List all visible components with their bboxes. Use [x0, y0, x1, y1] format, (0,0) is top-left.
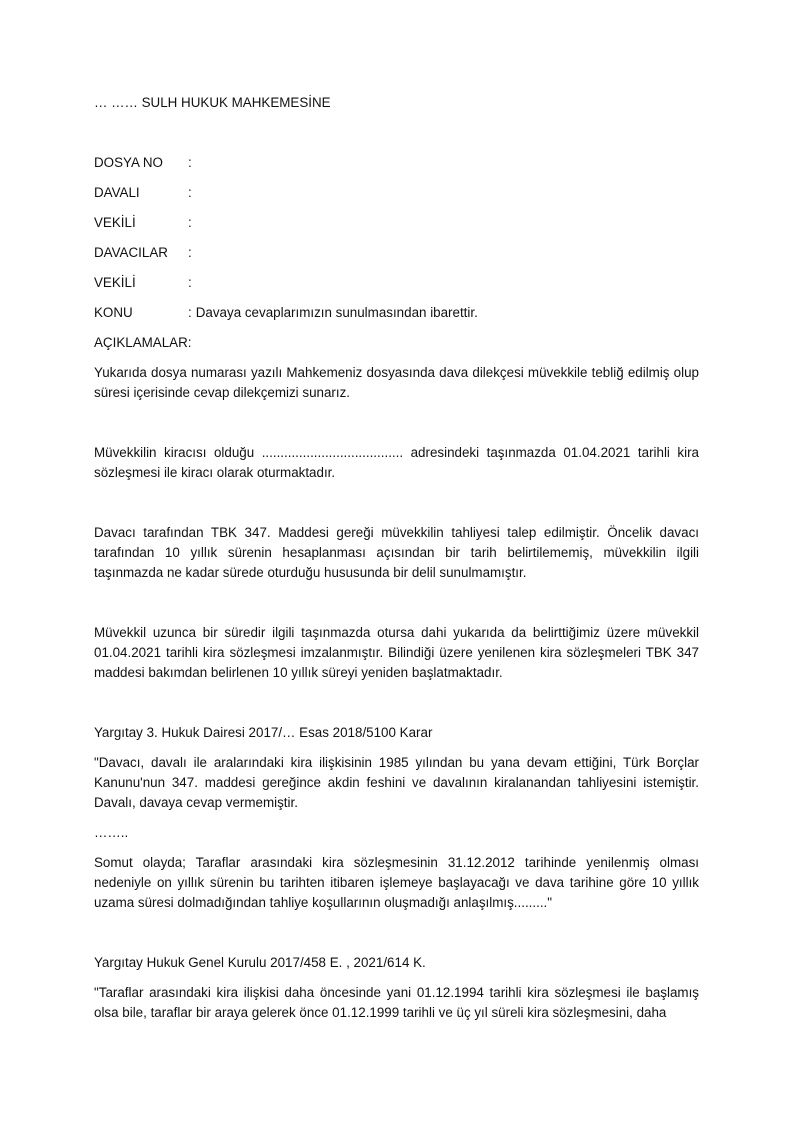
field-label: VEKİLİ	[94, 215, 136, 230]
paragraph-service: Yukarıda dosya numarası yazılı Mahkemeniz dosyasında dava dilekçesi müvekkile tebliğ edilmiş olup süresi içerisinde cevap dilekçemizi sunarız.	[94, 365, 699, 400]
field-davali-vekili	[94, 213, 699, 243]
field-label: DAVACILAR	[94, 245, 168, 260]
field-label: DOSYA NO	[94, 155, 163, 170]
field-separator: :	[188, 305, 192, 320]
quote-hgk-decision: "Taraflar arasındaki kira ilişkisi daha öncesinde yani 01.12.1994 tarihli kira sözleşmesi ile başlamış olsa bile, taraflar bir araya gelerek önce 01.12.1999 tarihli ve üç yıl süreli kira sözleşmesini, daha	[94, 985, 699, 1020]
field-label: KONU	[94, 305, 133, 320]
field-separator: :	[188, 185, 192, 200]
field-label: VEKİLİ	[94, 275, 136, 290]
field-davaci-vekili	[94, 273, 699, 303]
citation-yargitay-3-hd: Yargıtay 3. Hukuk Dairesi 2017/… Esas 2018/5100 Karar	[94, 725, 433, 740]
field-separator: :	[188, 155, 192, 170]
field-davali	[94, 183, 699, 213]
field-davacilar	[94, 243, 699, 273]
quote-decision-part-2: Somut olayda; Taraflar arasındaki kira sözleşmesinin 31.12.2012 tarihinde yenilenmiş olması nedeniyle on yıllık sürenin bu tarihten itibaren işlemeye başlayacağı ve dava tarihine göre 10 yıllık uzama süresi dolmadığından tahliye koşullarının oluşmadığı anlaşılmış........."	[94, 855, 699, 910]
paragraph-renewal: Müvekkil uzunca bir süredir ilgili taşınmazda otursa dahi yukarıda da belirttiğimiz üzere müvekkil 01.04.2021 tarihli kira sözleşmesi imzalanmıştır. Bilindiği üzere yenilenen kira sözleşmeleri TBK 347 maddesi bakımdan belirlenen 10 yıllık süreyi yeniden başlatmaktadır.	[94, 625, 699, 680]
quote-ellipsis: ……..	[94, 825, 129, 840]
document-body	[94, 93, 699, 1023]
field-separator: :	[188, 215, 192, 230]
case-info-fields	[94, 153, 699, 333]
court-title: … …… SULH HUKUK MAHKEMESİNE	[94, 95, 331, 110]
explanations-heading: AÇIKLAMALAR:	[94, 335, 192, 350]
paragraph-eviction-claim: Davacı tarafından TBK 347. Maddesi gereği müvekkilin tahliyesi talep edilmiştir. Öncelik davacı tarafından 10 yıllık sürenin hesaplanması açısından bir tarih belirtilememiş, müvekkilin ilgili taşınmazda ne kadar sürede oturduğu hususunda bir delil sunulmamıştır.	[94, 525, 699, 580]
field-separator: :	[188, 245, 192, 260]
field-value: Davaya cevaplarımızın sunulmasından ibarettir.	[195, 305, 478, 320]
field-dosya-no	[94, 153, 699, 183]
quote-decision-part-1: "Davacı, davalı ile aralarındaki kira ilişkisinin 1985 yılından bu yana devam ettiğini, Türk Borçlar Kanunu'nun 347. maddesi gereğince akdin feshini ve davalının kiralanandan tahliyesini istemiştir. Davalı, davaya cevap vermemiştir.	[94, 755, 699, 810]
field-konu	[94, 303, 699, 333]
field-label: DAVALI	[94, 185, 140, 200]
field-separator: :	[188, 275, 192, 290]
citation-yargitay-hgk: Yargıtay Hukuk Genel Kurulu 2017/458 E. , 2021/614 K.	[94, 955, 426, 970]
paragraph-tenancy: Müvekkilin kiracısı olduğu ...................................... adresindeki taşınmazda 01.04.2021 tarihli kira sözleşmesi ile kiracı olarak oturmaktadır.	[94, 445, 699, 480]
